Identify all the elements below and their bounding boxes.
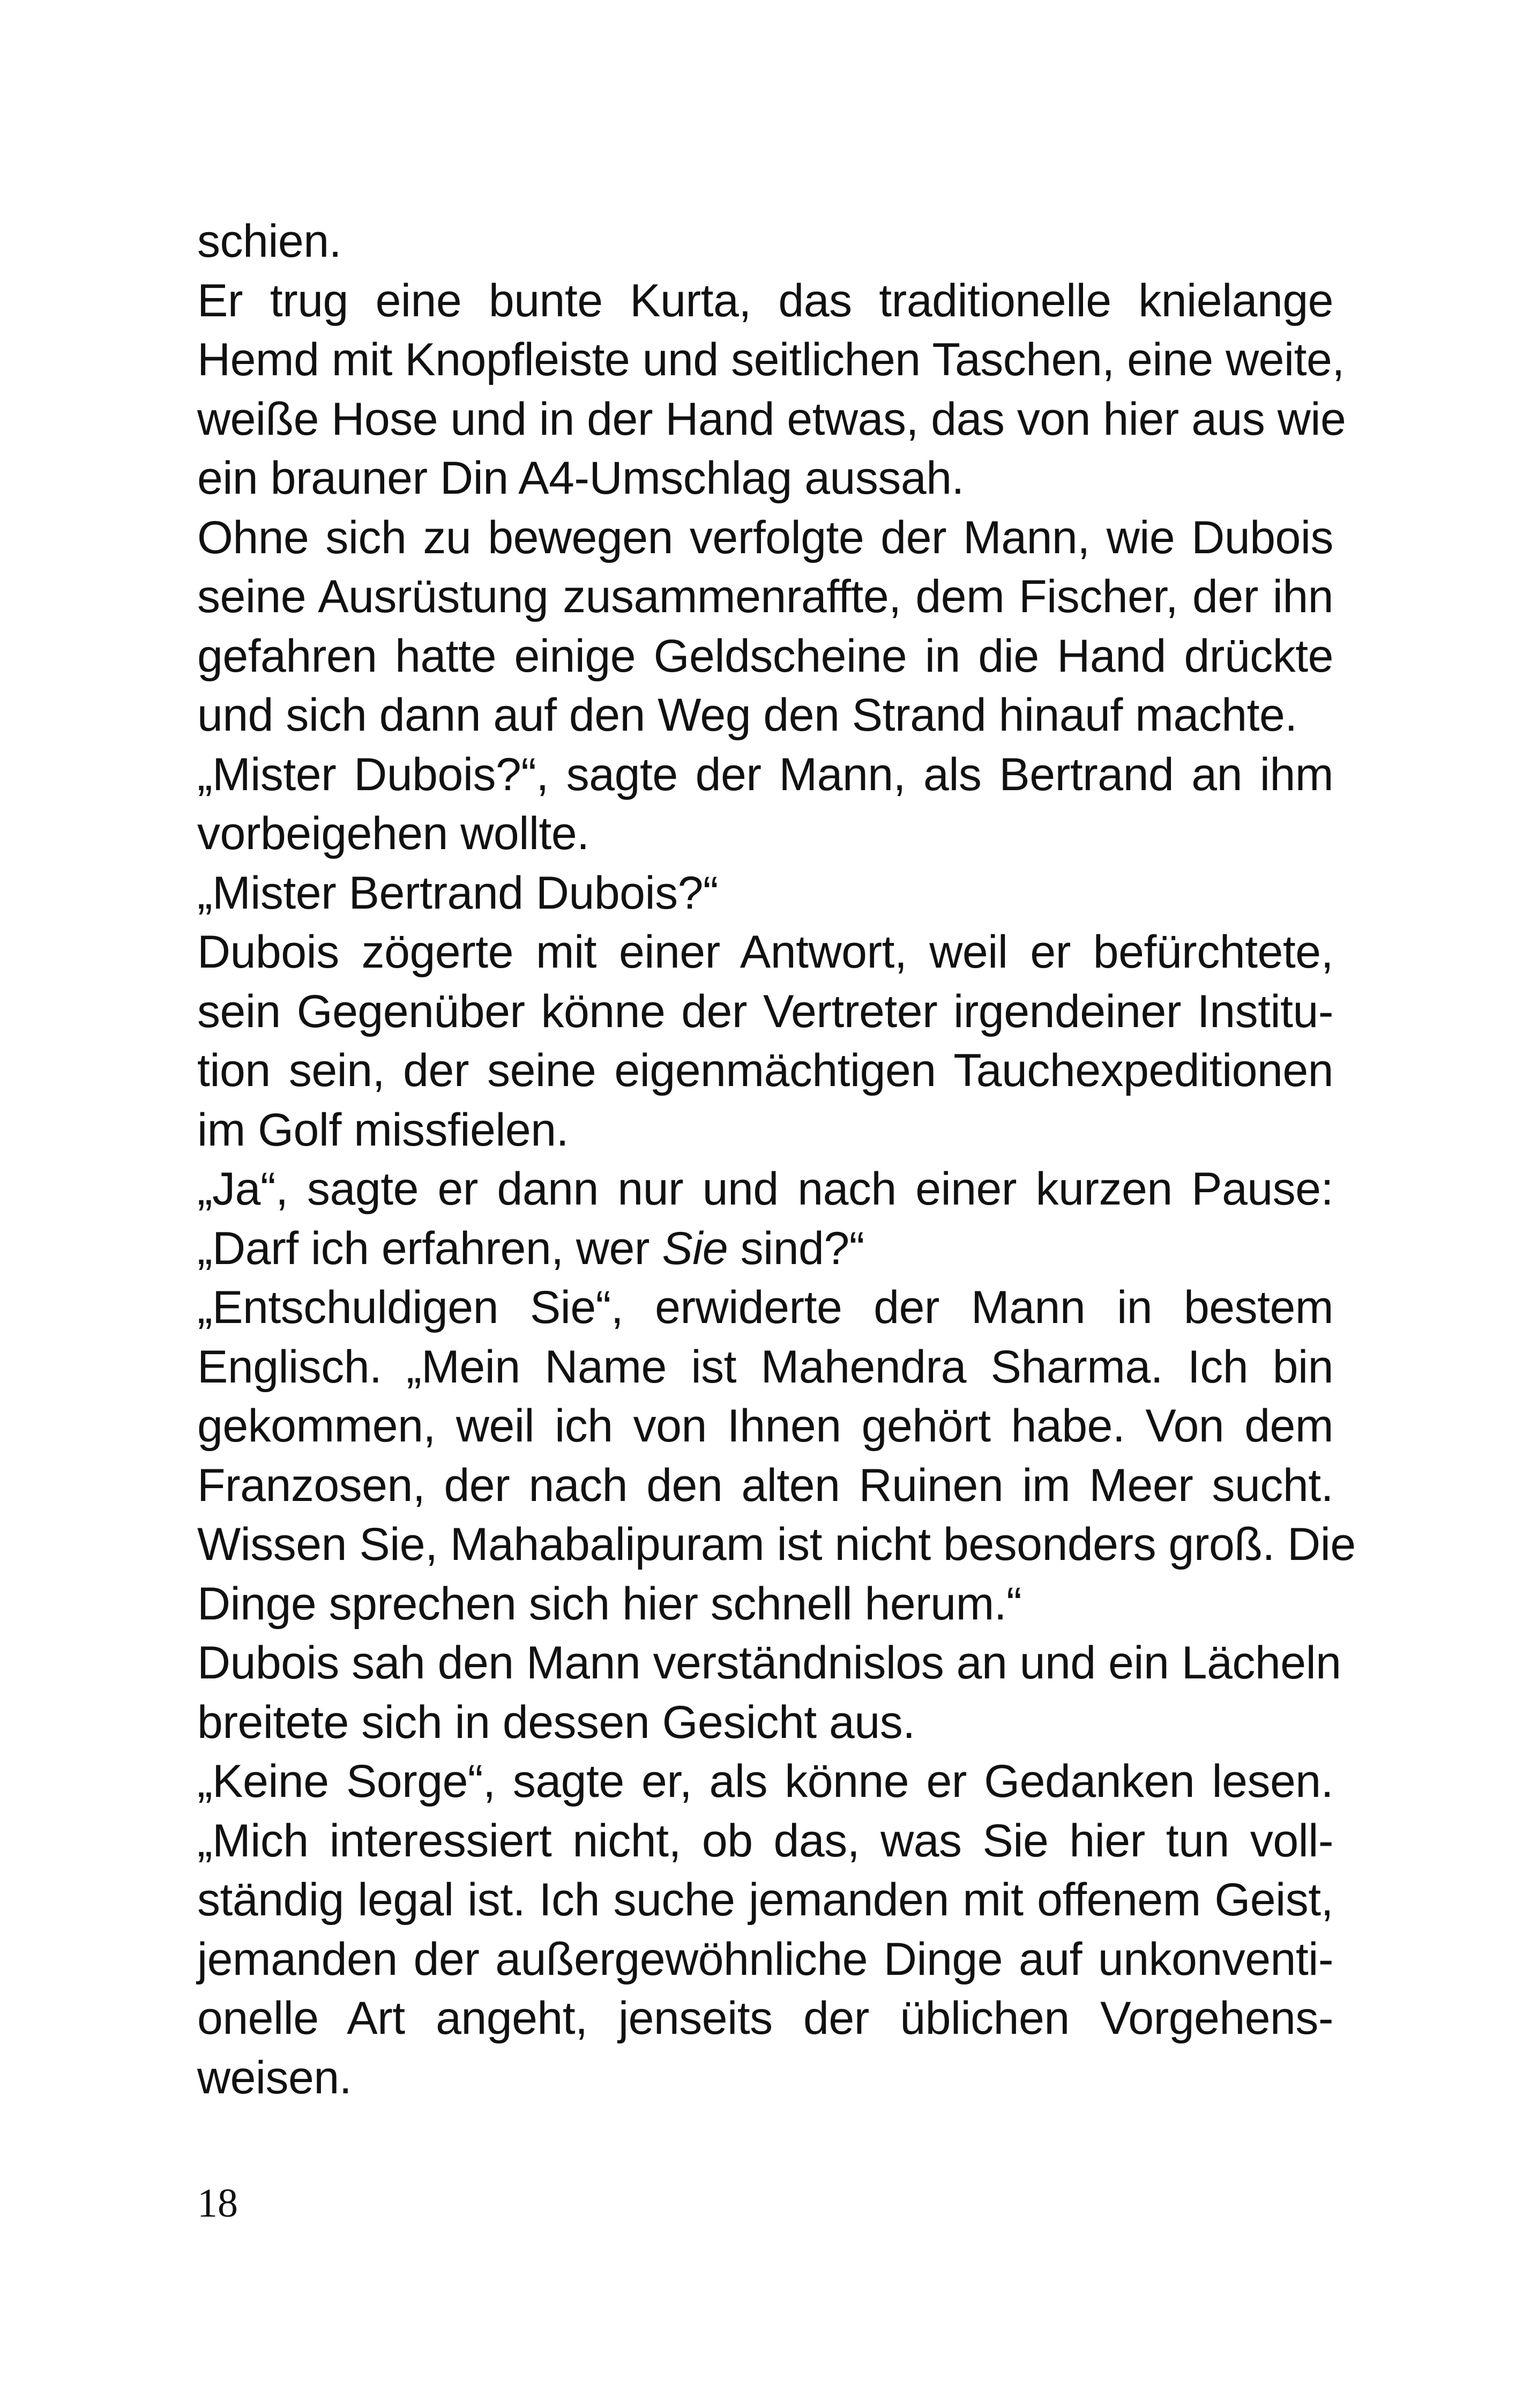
text-line	[197, 1811, 1333, 1871]
text-line	[197, 1278, 1333, 1337]
text-line	[197, 627, 1333, 686]
emphasized-word: Sie	[662, 1222, 728, 1274]
text-segment: sind?“	[728, 1222, 864, 1274]
text-line	[197, 1930, 1333, 1989]
text-segment: Wissen Sie, Mahabalipuram ist nicht besonders groß. Die	[197, 1519, 1356, 1570]
text-line	[197, 2048, 1333, 2108]
text-segment: sein Gegenüber könne der Vertreter irgendeiner Institu-	[197, 985, 1333, 1037]
text-line	[197, 864, 1333, 923]
text-segment: Dinge sprechen sich hier schnell herum.“	[197, 1578, 1022, 1630]
text-segment: breitete sich in dessen Gesicht aus.	[197, 1696, 915, 1748]
text-line	[197, 1515, 1356, 1574]
text-segment: jemanden der außergewöhnliche Dinge auf unkonventi-	[197, 1933, 1333, 1985]
text-segment: „Keine Sorge“, sagte er, als könne er Gedanken lesen.	[197, 1756, 1333, 1807]
text-line	[197, 686, 1333, 745]
page-number: 18	[197, 2181, 238, 2226]
body-text	[197, 212, 1356, 2107]
text-line	[197, 982, 1333, 1042]
text-segment: vorbeigehen wollte.	[197, 808, 589, 859]
text-segment: Dubois zögerte mit einer Antwort, weil er befürchtete,	[197, 926, 1333, 978]
text-line	[197, 1574, 1333, 1634]
text-segment: Hemd mit Knopfleiste und seitlichen Taschen, eine weite,	[197, 334, 1345, 385]
text-line	[197, 804, 1333, 864]
text-segment: tion sein, der seine eigenmächtigen Tauchexpeditionen	[197, 1045, 1333, 1096]
text-segment: gekommen, weil ich von Ihnen gehört habe. Von dem	[197, 1400, 1333, 1452]
text-segment: Englisch. „Mein Name ist Mahendra Sharma. Ich bin	[197, 1341, 1333, 1393]
text-line	[197, 1101, 1333, 1160]
text-line	[197, 1456, 1333, 1515]
text-line	[197, 1870, 1333, 1930]
text-line	[197, 212, 1333, 271]
text-segment: weisen.	[197, 2052, 352, 2104]
text-segment: ein brauner Din A4-Umschlag aussah.	[197, 452, 964, 504]
text-line	[197, 390, 1346, 449]
text-segment: Er trug eine bunte Kurta, das traditionelle knielange	[197, 274, 1333, 326]
text-segment: „Ja“, sagte er dann nur und nach einer kurzen Pause:	[197, 1163, 1333, 1215]
text-segment: schien.	[197, 215, 341, 267]
text-segment: weiße Hose und in der Hand etwas, das von hier aus wie	[197, 393, 1346, 445]
text-line	[197, 1752, 1333, 1811]
text-segment: gefahren hatte einige Geldscheine in die Hand drückte	[197, 630, 1333, 682]
text-segment: „Darf ich erfahren, wer	[197, 1222, 662, 1274]
text-segment: Franzosen, der nach den alten Ruinen im Meer sucht.	[197, 1459, 1333, 1511]
text-segment: „Mister Dubois?“, sagte der Mann, als Bertrand an ihm	[197, 748, 1333, 800]
text-line	[197, 271, 1333, 331]
text-line	[197, 1989, 1333, 2048]
text-line	[197, 1693, 1333, 1752]
text-segment: onelle Art angeht, jenseits der üblichen Vorgehens-	[197, 1993, 1333, 2044]
text-line	[197, 330, 1345, 390]
text-line	[197, 1041, 1333, 1101]
text-line	[197, 923, 1333, 982]
text-segment: und sich dann auf den Weg den Strand hinauf machte.	[197, 689, 1297, 741]
text-line	[197, 745, 1333, 805]
text-line	[197, 1633, 1341, 1693]
text-line	[197, 1219, 1333, 1279]
text-line	[197, 508, 1333, 568]
text-segment: Ohne sich zu bewegen verfolgte der Mann, wie Dubois	[197, 511, 1333, 563]
text-line	[197, 449, 1333, 508]
text-segment: „Mister Bertrand Dubois?“	[197, 867, 719, 919]
text-segment: Dubois sah den Mann verständnislos an und ein Lächeln	[197, 1637, 1341, 1689]
text-segment: ständig legal ist. Ich suche jemanden mit offenem Geist,	[197, 1874, 1333, 1926]
text-segment: seine Ausrüstung zusammenraffte, dem Fischer, der ihn	[197, 571, 1333, 622]
text-line	[197, 567, 1333, 627]
text-segment: im Golf missfielen.	[197, 1104, 569, 1156]
text-segment: „Entschuldigen Sie“, erwiderte der Mann in bestem	[197, 1282, 1333, 1333]
text-line	[197, 1337, 1333, 1397]
text-line	[197, 1160, 1333, 1219]
text-line	[197, 1396, 1333, 1456]
text-segment: „Mich interessiert nicht, ob das, was Sie hier tun voll-	[197, 1815, 1333, 1867]
